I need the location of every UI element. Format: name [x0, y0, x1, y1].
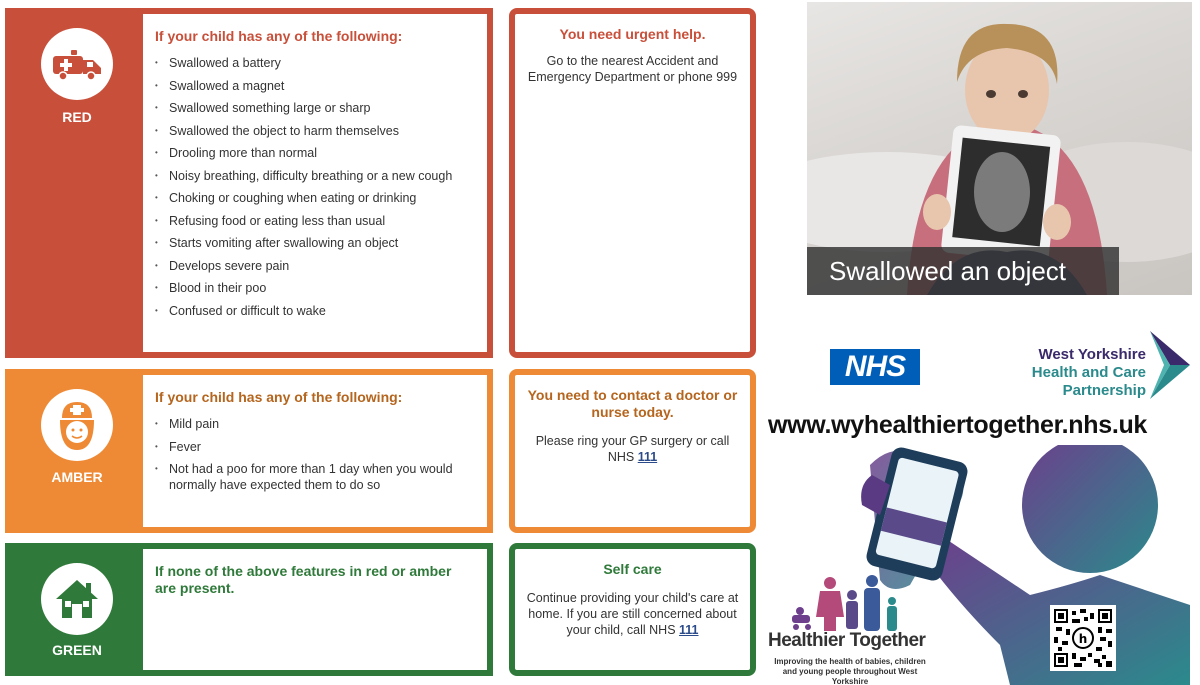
- nhs-111-link[interactable]: 111: [679, 623, 699, 637]
- amber-action-title: You need to contact a doctor or nurse today.: [527, 387, 738, 420]
- red-heading: If your child has any of the following:: [155, 28, 403, 44]
- list-item: • Noisy breathing, difficulty breathing or a new cough: [155, 168, 475, 184]
- list-item: • Fever: [155, 439, 475, 455]
- nhs-111-link[interactable]: 111: [637, 450, 658, 464]
- child-photo: [807, 2, 1192, 295]
- list-item: • Starts vomiting after swallowing an object: [155, 235, 475, 251]
- severity-label-red: RED: [62, 109, 92, 125]
- house-icon: [41, 563, 113, 635]
- nurse-icon: [41, 389, 113, 461]
- website-url[interactable]: www.wyhealthiertogether.nhs.uk: [768, 411, 1148, 439]
- list-item: • Refusing food or eating less than usual: [155, 213, 475, 229]
- green-action-body: Continue providing your child's care at home. If you are still concerned about your child, call NHS: [526, 591, 739, 637]
- list-item: • Swallowed a battery: [155, 55, 475, 71]
- red-symptom-list: [155, 55, 475, 319]
- list-item: • Swallowed something large or sharp: [155, 100, 475, 116]
- green-action-text: [525, 590, 740, 638]
- healthier-together-subtitle: Improving the health of babies, children and young people throughout West Yorkshire: [774, 657, 926, 685]
- list-item: • Drooling more than normal: [155, 145, 475, 161]
- partner-chevron-logo: [1148, 329, 1192, 401]
- green-panel: [143, 549, 487, 670]
- amber-heading: If your child has any of the following:: [155, 389, 403, 405]
- severity-label-green: GREEN: [52, 642, 102, 658]
- amber-symptom-list: [155, 416, 475, 493]
- healthier-together-title: Healthier Together: [768, 630, 926, 651]
- ambulance-icon: [41, 28, 113, 100]
- list-item: • Not had a poo for more than 1 day when you would normally have expected them to do so: [155, 461, 475, 493]
- red-action-box: [509, 8, 756, 358]
- green-section: [5, 543, 493, 676]
- nhs-logo: NHS: [830, 349, 920, 385]
- photo-caption: Swallowed an object: [807, 247, 1119, 295]
- amber-section: [5, 369, 493, 533]
- red-symptoms-panel: [143, 14, 487, 352]
- red-action-text: Go to the nearest Accident and Emergency Department or phone 999: [527, 54, 738, 84]
- amber-action-body: Please ring your GP surgery or call NHS: [535, 434, 730, 464]
- green-heading: If none of the above features in red or amber are present.: [155, 563, 452, 596]
- partner-name: [950, 346, 1146, 400]
- list-item: • Swallowed the object to harm themselves: [155, 123, 475, 139]
- qr-code-icon[interactable]: [1050, 605, 1116, 671]
- green-action-title: Self care: [603, 561, 662, 577]
- svg-text:h: h: [1078, 632, 1088, 646]
- partner-name-line2: Health and Care Partnership: [1031, 364, 1146, 399]
- family-figures-icon: [790, 573, 905, 631]
- list-item: • Mild pain: [155, 416, 475, 432]
- list-item: • Blood in their poo: [155, 280, 475, 296]
- amber-action-text: [525, 433, 740, 465]
- list-item: • Confused or difficult to wake: [155, 303, 475, 319]
- partner-name-line1: West Yorkshire: [1038, 346, 1146, 363]
- severity-label-amber: AMBER: [51, 469, 103, 485]
- list-item: • Choking or coughing when eating or drinking: [155, 190, 475, 206]
- red-section: [5, 8, 493, 358]
- green-action-box: [509, 543, 756, 676]
- list-item: • Develops severe pain: [155, 258, 475, 274]
- red-action-title: You need urgent help.: [559, 26, 706, 42]
- amber-action-box: [509, 369, 756, 533]
- amber-symptoms-panel: [143, 375, 487, 527]
- list-item: • Swallowed a magnet: [155, 78, 475, 94]
